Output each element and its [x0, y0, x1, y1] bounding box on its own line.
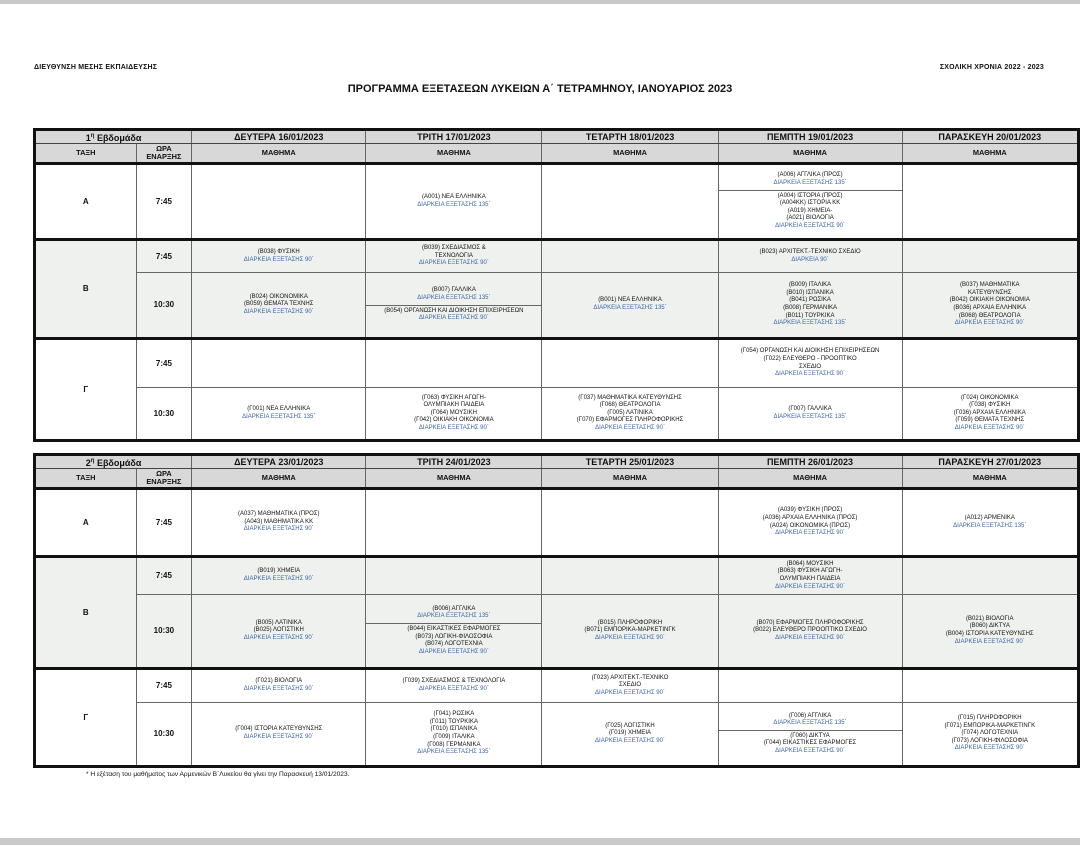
class-column-header: ΤΑΞΗ [35, 469, 137, 489]
subject-line: (Β074) ΛΟΓΟΤΕΧΝΙΑ [425, 641, 483, 648]
exam-cell [192, 557, 366, 595]
exam-cell [718, 164, 902, 240]
subject-column-header: ΜΑΘΗΜΑ [718, 469, 902, 489]
subject-line: (Γ007) ΓΑΛΛΙΚΑ [788, 405, 832, 412]
subject-line: (Γ037) ΜΑΘΗΜΑΤΙΚΑ ΚΑΤΕΥΘΥΝΣΗΣ [578, 394, 682, 401]
schedule-row [35, 164, 1079, 240]
exam-cell [192, 240, 366, 273]
subject-column-header: ΜΑΘΗΜΑ [718, 144, 902, 164]
start-time-cell: 7:45 [136, 240, 192, 273]
exam-duration: ΔΙΑΡΚΕΙΑ ΕΞΕΤΑΣΗΣ 90΄ [775, 222, 846, 229]
exam-duration: ΔΙΑΡΚΕΙΑ ΕΞΕΤΑΣΗΣ 90΄ [243, 734, 314, 740]
subject-line: (Γ019) ΧΗΜΕΙΑ [609, 730, 651, 737]
subject-line: (Β004) ΙΣΤΟΡΙΑ ΚΑΤΕΥΘΥΝΣΗΣ [945, 631, 1034, 637]
exam-duration: ΔΙΑΡΚΕΙΑ ΕΞΕΤΑΣΗΣ 90΄ [418, 260, 489, 267]
column-header-row [35, 144, 1079, 164]
document-page [0, 4, 1080, 838]
exam-cell [366, 240, 542, 273]
subject-line: (Γ059) ΘΕΜΑΤΑ ΤΕΧΝΗΣ [955, 417, 1025, 424]
exam-block [194, 294, 363, 317]
exam-duration: ΔΙΑΡΚΕΙΑ ΕΞΕΤΑΣΗΣ 135΄ [773, 720, 847, 727]
exam-cell [718, 669, 902, 703]
exam-cell [902, 669, 1078, 703]
exam-block [544, 675, 715, 698]
subject-line: (Γ010) ΙΣΠΑΝΙΚΑ [430, 726, 478, 733]
subject-line: (Γ060) ΔΙΚΤΥΑ [790, 732, 830, 739]
exam-duration: ΔΙΑΡΚΕΙΑ ΕΞΕΤΑΣΗΣ 90΄ [418, 315, 489, 322]
exam-cell [366, 339, 542, 388]
directorate-label: ΔΙΕΥΘΥΝΣΗ ΜΕΣΗΣ ΕΚΠΑΙΔΕΥΣΗΣ [34, 64, 158, 71]
subject-column-header: ΜΑΘΗΜΑ [902, 469, 1078, 489]
subject-column-header: ΜΑΘΗΜΑ [192, 144, 366, 164]
day-header: ΠΕΜΠΤΗ 19/01/2023 [718, 130, 902, 144]
subject-line: (Β037) ΜΑΘΗΜΑΤΙΚΑ [960, 282, 1020, 289]
exam-cell [542, 669, 718, 703]
subject-column-header: ΜΑΘΗΜΑ [192, 469, 366, 489]
subject-line: (Γ054) ΟΡΓΑΝΩΣΗ ΚΑΙ ΔΙΟΙΚΗΣΗ ΕΠΙΧΕΙΡΗΣΕΩΝ [740, 348, 880, 355]
exam-cell [542, 388, 718, 441]
exam-cell [542, 703, 718, 767]
exam-duration: ΔΙΑΡΚΕΙΑ 90΄ [791, 256, 829, 263]
exam-block [721, 172, 900, 187]
subject-line: (Γ038) ΦΥΣΙΚΗ [969, 402, 1011, 409]
subject-line: (Β005) ΛΑΤΙΝΙΚΑ [255, 619, 302, 626]
exam-block [721, 561, 900, 591]
exam-cell [902, 557, 1078, 595]
subject-line: (Β022) ΕΛΕΥΘΕΡΟ ΠΡΟΟΠΤΙΚΟ ΣΧΕΔΙΟ [753, 627, 867, 634]
exam-cell [366, 557, 542, 595]
subject-line: ΣΧΕΔΙΟ [618, 682, 642, 689]
subject-line: (Α036) ΑΡΧΑΙΑ ΕΛΛΗΝΙΚΑ (ΠΡΟΣ) [762, 514, 858, 521]
subject-line: (Β023) ΑΡΧΙΤΕΚΤ.-ΤΕΧΝΙΚΟ ΣΧΕΔΙΟ [759, 248, 861, 255]
subject-line: (Γ042) ΟΙΚΙΑΚΗ ΟΙΚΟΝΟΜΙΑ [414, 417, 494, 424]
exam-cell [366, 703, 542, 767]
exam-duration: ΔΙΑΡΚΕΙΑ ΕΞΕΤΑΣΗΣ 135΄ [417, 749, 491, 756]
exam-duration: ΔΙΑΡΚΕΙΑ ΕΞΕΤΑΣΗΣ 135΄ [417, 613, 491, 620]
exam-block [368, 194, 539, 209]
day-header: ΤΕΤΑΡΤΗ 25/01/2023 [542, 455, 718, 469]
exam-block [905, 395, 1076, 433]
subject-line: (Γ015) ΠΛΗΡΟΦΟΡΙΚΗ [957, 715, 1022, 722]
week-ordinal: η [90, 458, 95, 464]
subject-line: (Γ023) ΑΡΧΙΤΕΚΤ.-ΤΕΧΝΙΚΟ [591, 674, 669, 681]
exam-cell [192, 164, 366, 240]
exam-duration: ΔΙΑΡΚΕΙΑ ΕΞΕΤΑΣΗΣ 90΄ [243, 634, 314, 641]
subject-line: (Γ022) ΕΛΕΥΘΕΡΟ - ΠΡΟΟΠΤΙΚΟ [763, 355, 857, 362]
subject-line: (Β007) ΓΑΛΛΙΚΑ [431, 287, 476, 294]
day-header: ΔΕΥΤΕΡΑ 16/01/2023 [192, 130, 366, 144]
subject-line: (Α006) ΑΓΓΛΙΚΑ (ΠΡΟΣ) [777, 172, 843, 179]
subject-line: (Α037) ΜΑΘΗΜΑΤΙΚΑ (ΠΡΟΣ) [238, 511, 320, 518]
exam-duration: ΔΙΑΡΚΕΙΑ ΕΞΕΤΑΣΗΣ 90΄ [418, 648, 489, 655]
exam-cell [366, 388, 542, 441]
subject-line: (Β063) ΦΥΣΙΚΗ ΑΓΩΓΗ- [777, 568, 843, 575]
exam-cell [718, 489, 902, 557]
exam-block [719, 730, 902, 756]
exam-cell [718, 273, 902, 339]
subject-column-header: ΜΑΘΗΜΑ [366, 144, 542, 164]
exam-duration: ΔΙΑΡΚΕΙΑ ΕΞΕΤΑΣΗΣ 90΄ [595, 737, 665, 744]
page-title: ΠΡΟΓΡΑΜΜΑ ΕΞΕΤΑΣΕΩΝ ΛΥΚΕΙΩΝ Α΄ ΤΕΤΡΑΜΗΝΟΥ, ΙΑΝΟΥΑΡΙΟΣ 2023 [347, 83, 733, 95]
exam-cell [366, 489, 542, 557]
week-word: Εβδομάδα [96, 133, 142, 143]
subject-column-header: ΜΑΘΗΜΑ [542, 144, 718, 164]
exam-cell [192, 388, 366, 441]
exam-cell [902, 240, 1079, 273]
exam-cell [192, 595, 366, 669]
exam-block [721, 713, 900, 728]
subject-line: (Γ073) ΛΟΓΙΚΗ-ΦΙΛΟΣΟΦΙΑ [951, 737, 1028, 744]
schedule-row [35, 388, 1079, 441]
class-column-header: ΤΑΞΗ [35, 144, 137, 164]
subject-line: (Α004ΚΚ) ΙΣΤΟΡΙΑ ΚΚ [779, 200, 841, 207]
exam-duration: ΔΙΑΡΚΕΙΑ ΕΞΕΤΑΣΗΣ 135΄ [773, 413, 847, 420]
exam-block [721, 406, 900, 421]
subject-line: (Β073) ΛΟΓΙΚΗ-ΦΙΛΟΣΟΦΙΑ [415, 633, 493, 640]
subject-line: (Β008) ΓΕΡΜΑΝΙΚΑ [783, 305, 838, 311]
subject-line: (Β068) ΘΕΑΤΡΟΛΟΓΙΑ [958, 312, 1021, 319]
week1-schedule-table [33, 128, 1080, 442]
exam-duration: ΔΙΑΡΚΕΙΑ ΕΞΕΤΑΣΗΣ 90΄ [775, 371, 846, 378]
start-time-cell: 10:30 [136, 703, 192, 767]
subject-line: (Β019) ΧΗΜΕΙΑ [257, 568, 301, 575]
exam-block [905, 515, 1075, 530]
exam-duration: ΔΙΑΡΚΕΙΑ ΕΞΕΤΑΣΗΣ 90΄ [243, 686, 314, 692]
exam-cell [542, 240, 718, 273]
subject-line: (Β039) ΣΧΕΔΙΑΣΜΟΣ & [421, 245, 486, 252]
start-time-cell: 7:45 [136, 164, 192, 240]
subject-line: (Γ021) ΒΙΟΛΟΓΙΑ [255, 678, 303, 685]
exam-duration: ΔΙΑΡΚΕΙΑ ΕΞΕΤΑΣΗΣ 90΄ [775, 530, 845, 537]
subject-line: (Γ024) ΟΙΚΟΝΟΜΙΚΑ [961, 394, 1019, 401]
exam-duration: ΔΙΑΡΚΕΙΑ ΕΞΕΤΑΣΗΣ 90΄ [418, 686, 489, 692]
subject-line: (Β071) ΕΜΠΟΡΙΚΑ-ΜΑΡΚΕΤΙΝΓΚ [584, 627, 676, 634]
exam-duration: ΔΙΑΡΚΕΙΑ ΕΞΕΤΑΣΗΣ 90΄ [243, 256, 314, 263]
subject-line: (Γ001) ΝΕΑ ΕΛΛΗΝΙΚΑ [247, 405, 311, 412]
exam-duration: ΔΙΑΡΚΕΙΑ ΕΞΕΤΑΣΗΣ 90΄ [954, 320, 1025, 327]
school-year-label: ΣΧΟΛΙΚΗ ΧΡΟΝΙΑ 2022 - 2023 [939, 64, 1044, 71]
day-header: ΠΑΡΑΣΚΕΥΗ 27/01/2023 [902, 455, 1078, 469]
exam-cell [902, 703, 1078, 767]
exam-cell [902, 339, 1079, 388]
subject-line: (Β054) ΟΡΓΑΝΩΣΗ ΚΑΙ ΔΙΟΙΚΗΣΗ ΕΠΙΧΕΙΡΗΣΕΩΝ [384, 307, 524, 314]
exam-block [368, 395, 539, 433]
subject-line: (Γ071) ΕΜΠΟΡΙΚΑ-ΜΑΡΚΕΤΙΝΓΚ [944, 722, 1036, 729]
exam-block [721, 282, 900, 328]
exam-block [366, 305, 541, 323]
subject-line: (Γ063) ΦΥΣΙΚΗ ΑΓΩΓΗ- [421, 394, 486, 401]
start-time-cell: 10:30 [136, 595, 192, 669]
class-cell: Γ [35, 339, 137, 441]
subject-line: (Β011) ΤΟΥΡΚΙΚΑ [785, 312, 835, 319]
subject-line: (Α012) ΑΡΜΕΝΙΚΑ [964, 514, 1015, 521]
column-header-row [35, 469, 1079, 489]
start-time-cell: 7:45 [136, 489, 192, 557]
subject-line: ΣΧΕΔΙΟ [799, 363, 822, 370]
subject-line: (Β060) ΔΙΚΤΥΑ [969, 623, 1010, 630]
week-label [35, 130, 192, 144]
subject-line: (Β009) ΙΤΑΛΙΚΑ [788, 282, 832, 289]
class-cell: Β [35, 557, 137, 669]
week2-schedule-table [33, 453, 1080, 768]
subject-line: (Γ039) ΣΧΕΔΙΑΣΜΟΣ & ΤΕΧΝΟΛΟΓΙΑ [402, 678, 506, 685]
exam-block [368, 287, 539, 302]
exam-duration: ΔΙΑΡΚΕΙΑ ΕΞΕΤΑΣΗΣ 90΄ [775, 583, 845, 590]
subject-line: (Α021) ΒΙΟΛΟΓΙΑ [786, 215, 834, 222]
subject-line: (Β064) ΜΟΥΣΙΚΗ [786, 560, 834, 567]
day-header: ΤΡΙΤΗ 24/01/2023 [366, 455, 542, 469]
subject-line: (Α039) ΦΥΣΙΚΗ (ΠΡΟΣ) [777, 507, 843, 514]
week-number: 2 [85, 458, 91, 468]
exam-cell [192, 489, 366, 557]
day-header: ΤΡΙΤΗ 17/01/2023 [366, 130, 542, 144]
subject-line: (Β021) ΒΙΟΛΟΓΙΑ [966, 615, 1014, 622]
exam-cell [718, 240, 902, 273]
exam-block [544, 297, 715, 312]
schedule-row [35, 339, 1079, 388]
exam-cell [366, 669, 542, 703]
exam-cell [902, 595, 1078, 669]
exam-duration: ΔΙΑΡΚΕΙΑ ΕΞΕΤΑΣΗΣ 90΄ [243, 308, 314, 315]
exam-block [368, 678, 539, 693]
exam-block [721, 620, 900, 643]
exam-block [368, 711, 539, 757]
start-time-cell: 7:45 [136, 339, 192, 388]
exam-cell [902, 489, 1078, 557]
start-time-cell: 10:30 [136, 273, 192, 339]
exam-duration: ΔΙΑΡΚΕΙΑ ΕΞΕΤΑΣΗΣ 90΄ [243, 526, 314, 533]
subject-line: (Γ074) ΛΟΓΟΤΕΧΝΙΑ [961, 730, 1019, 737]
exam-cell [902, 388, 1079, 441]
exam-duration: ΔΙΑΡΚΕΙΑ ΕΞΕΤΑΣΗΣ 135΄ [242, 413, 316, 420]
exam-duration: ΔΙΑΡΚΕΙΑ ΕΞΕΤΑΣΗΣ 90΄ [775, 747, 845, 754]
subject-line: (Γ068) ΘΕΑΤΡΟΛΟΓΙΑ [599, 402, 661, 409]
exam-block [194, 620, 363, 643]
subject-line: (Β024) ΟΙΚΟΝΟΜΙΚΑ [249, 293, 308, 300]
exam-cell [542, 273, 718, 339]
exam-block [194, 406, 363, 421]
exam-cell [902, 164, 1079, 240]
week-word: Εβδομάδα [96, 458, 142, 468]
subject-line: (Α043) ΜΑΘΗΜΑΤΙΚΑ ΚΚ [244, 518, 314, 525]
subject-line: ΟΛΥΜΠΙΑΚΗ ΠΑΙΔΕΙΑ [779, 576, 841, 582]
subject-line: (Γ044) ΕΙΚΑΣΤΙΚΕΣ ΕΦΑΡΜΟΓΕΣ [763, 740, 857, 747]
subject-line: (Β015) ΠΛΗΡΟΦΟΡΙΚΗ [597, 619, 663, 626]
subject-line: (Γ008) ΓΕΡΜΑΝΙΚΑ [427, 741, 481, 748]
subject-line: (Γ011) ΤΟΥΡΚΙΚΑ [429, 718, 478, 725]
subject-line: (Β041) ΡΩΣΙΚΑ [789, 297, 831, 304]
subject-line: (Β001) ΝΕΑ ΕΛΛΗΝΙΚΑ [598, 297, 662, 304]
exam-cell [542, 557, 718, 595]
subject-line: ΤΕΧΝΟΛΟΓΙΑ [434, 252, 473, 259]
footnote: * Η εξέταση του μαθήματος των Αρμενικών Β΄Λυκείου θα γίνει την Παρασκευή 13/01/2023. [86, 771, 350, 778]
time-column-header: ΩΡΑ ΕΝΑΡΞΗΣ [136, 469, 192, 489]
exam-duration: ΔΙΑΡΚΕΙΑ ΕΞΕΤΑΣΗΣ 90΄ [595, 689, 665, 696]
exam-duration: ΔΙΑΡΚΕΙΑ ΕΞΕΤΑΣΗΣ 90΄ [595, 634, 665, 641]
subject-line: (Α004) ΙΣΤΟΡΙΑ (ΠΡΟΣ) [777, 192, 843, 199]
exam-block [905, 715, 1075, 753]
subject-line: (Γ041) ΡΩΣΙΚΑ [433, 711, 475, 718]
subject-column-header: ΜΑΘΗΜΑ [542, 469, 718, 489]
exam-duration: ΔΙΑΡΚΕΙΑ ΕΞΕΤΑΣΗΣ 135΄ [417, 294, 491, 301]
exam-block [368, 245, 539, 268]
exam-duration: ΔΙΑΡΚΕΙΑ ΕΞΕΤΑΣΗΣ 135΄ [773, 320, 847, 327]
day-header-row [35, 130, 1079, 144]
subject-line: (Α024) ΟΙΚΟΝΟΜΙΚΑ (ΠΡΟΣ) [769, 522, 851, 529]
exam-block [544, 620, 715, 643]
exam-cell [192, 703, 366, 767]
subject-line: (Β036) ΑΡΧΑΙΑ ΕΛΛΗΝΙΚΑ [953, 305, 1027, 311]
subject-line: (Β025) ΛΟΓΙΣΤΙΚΗ [253, 627, 304, 634]
exam-cell [366, 595, 542, 669]
exam-cell [542, 489, 718, 557]
exam-cell [542, 339, 718, 388]
subject-line: (Γ025) ΛΟΓΙΣΤΙΚΗ [605, 722, 655, 729]
class-cell: Α [35, 164, 137, 240]
subject-line: (Β038) ΦΥΣΙΚΗ [257, 248, 300, 255]
exam-duration: ΔΙΑΡΚΕΙΑ ΕΞΕΤΑΣΗΣ 90΄ [954, 424, 1025, 431]
exam-cell [718, 339, 902, 388]
subject-line: (Α001) ΝΕΑ ΕΛΛΗΝΙΚΑ [422, 193, 486, 200]
exam-block [721, 348, 900, 378]
exam-cell [192, 669, 366, 703]
exam-duration: ΔΙΑΡΚΕΙΑ ΕΞΕΤΑΣΗΣ 90΄ [418, 424, 489, 431]
exam-duration: ΔΙΑΡΚΕΙΑ ΕΞΕΤΑΣΗΣ 90΄ [243, 576, 314, 582]
exam-block [721, 249, 900, 264]
exam-cell [542, 595, 718, 669]
subject-column-header: ΜΑΘΗΜΑ [902, 144, 1079, 164]
start-time-cell: 7:45 [136, 557, 192, 595]
start-time-cell: 10:30 [136, 388, 192, 441]
exam-duration: ΔΙΑΡΚΕΙΑ ΕΞΕΤΑΣΗΣ 90΄ [595, 424, 665, 431]
start-time-cell: 7:45 [136, 669, 192, 703]
schedule-row [35, 489, 1079, 557]
exam-cell [366, 273, 542, 339]
class-cell: Β [35, 240, 137, 339]
subject-line: (Β059) ΘΕΜΑΤΑ ΤΕΧΝΗΣ [244, 301, 314, 308]
subject-line: (Γ004) ΙΣΤΟΡΙΑ ΚΑΤΕΥΘΥΝΣΗΣ [235, 726, 323, 733]
day-header: ΠΕΜΠΤΗ 26/01/2023 [718, 455, 902, 469]
schedule-row [35, 557, 1079, 595]
subject-line: ΟΛΥΜΠΙΑΚΗ ΠΑΙΔΕΙΑ [423, 402, 485, 409]
schedule-row [35, 240, 1079, 273]
week-label [35, 455, 192, 469]
exam-block [719, 190, 902, 231]
class-cell: Α [35, 489, 137, 557]
exam-block [194, 568, 363, 583]
schedule-row [35, 669, 1079, 703]
exam-block [194, 511, 363, 534]
schedule-row [35, 273, 1079, 339]
week-number: 1 [85, 133, 91, 143]
exam-block [194, 726, 363, 741]
class-cell: Γ [35, 669, 137, 767]
exam-block [544, 723, 715, 746]
subject-line: ΚΑΤΕΥΘΥΝΣΗΣ [968, 289, 1012, 296]
week-ordinal: η [90, 133, 95, 139]
exam-block [194, 249, 363, 264]
exam-duration: ΔΙΑΡΚΕΙΑ ΕΞΕΤΑΣΗΣ 135΄ [417, 201, 491, 208]
exam-cell [542, 164, 718, 240]
subject-column-header: ΜΑΘΗΜΑ [366, 469, 542, 489]
schedule-row [35, 703, 1079, 767]
exam-cell [718, 557, 902, 595]
exam-block [544, 395, 715, 433]
exam-cell [718, 595, 902, 669]
day-header: ΔΕΥΤΕΡΑ 23/01/2023 [192, 455, 366, 469]
subject-line: (Γ006) ΑΓΓΛΙΚΑ [788, 712, 832, 719]
day-header-row [35, 455, 1079, 469]
exam-block [905, 616, 1075, 646]
subject-line: (Α019) ΧΗΜΕΙΑ- [787, 207, 833, 214]
exam-cell [192, 339, 366, 388]
exam-block [366, 623, 541, 656]
exam-duration: ΔΙΑΡΚΕΙΑ ΕΞΕΤΑΣΗΣ 135΄ [773, 180, 847, 187]
day-header: ΠΑΡΑΣΚΕΥΗ 20/01/2023 [902, 130, 1079, 144]
exam-duration: ΔΙΑΡΚΕΙΑ ΕΞΕΤΑΣΗΣ 90΄ [775, 634, 845, 641]
subject-line: (Β044) ΕΙΚΑΣΤΙΚΕΣ ΕΦΑΡΜΟΓΕΣ [407, 625, 501, 632]
exam-duration: ΔΙΑΡΚΕΙΑ ΕΞΕΤΑΣΗΣ 90΄ [954, 745, 1025, 752]
exam-block [905, 282, 1076, 328]
exam-cell [366, 164, 542, 240]
day-header: ΤΕΤΑΡΤΗ 18/01/2023 [542, 130, 718, 144]
time-column-header: ΩΡΑ ΕΝΑΡΞΗΣ [136, 144, 192, 164]
exam-cell [718, 388, 902, 441]
subject-line: (Β042) ΟΙΚΙΑΚΗ ΟΙΚΟΝΟΜΙΑ [949, 297, 1030, 304]
exam-cell [192, 273, 366, 339]
subject-line: (Γ036) ΑΡΧΑΙΑ ΕΛΛΗΝΙΚΑ [953, 409, 1026, 416]
exam-block [194, 678, 363, 693]
subject-line: (Γ064) ΜΟΥΣΙΚΗ [430, 409, 477, 416]
exam-cell [718, 703, 902, 767]
exam-block [368, 606, 539, 621]
subject-line: (Γ009) ΙΤΑΛΙΚΑ [433, 734, 475, 740]
subject-line: (Γ005) ΛΑΤΙΝΙΚΑ [607, 409, 653, 416]
schedule-row [35, 595, 1079, 669]
subject-line: (Γ070) ΕΦΑΡΜΟΓΕΣ ΠΛΗΡΟΦΟΡΙΚΗΣ [576, 417, 684, 424]
exam-duration: ΔΙΑΡΚΕΙΑ ΕΞΕΤΑΣΗΣ 90΄ [954, 638, 1025, 645]
exam-cell [902, 273, 1079, 339]
subject-line: (Β010) ΙΣΠΑΝΙΚΑ [786, 289, 834, 296]
exam-block [721, 507, 900, 537]
exam-duration: ΔΙΑΡΚΕΙΑ ΕΞΕΤΑΣΗΣ 135΄ [953, 522, 1027, 529]
exam-duration: ΔΙΑΡΚΕΙΑ ΕΞΕΤΑΣΗΣ 135΄ [593, 305, 667, 311]
subject-line: (Β006) ΑΓΓΛΙΚΑ [432, 605, 476, 612]
subject-line: (Β070) ΕΦΑΡΜΟΓΕΣ ΠΛΗΡΟΦΟΡΙΚΗΣ [756, 619, 864, 626]
